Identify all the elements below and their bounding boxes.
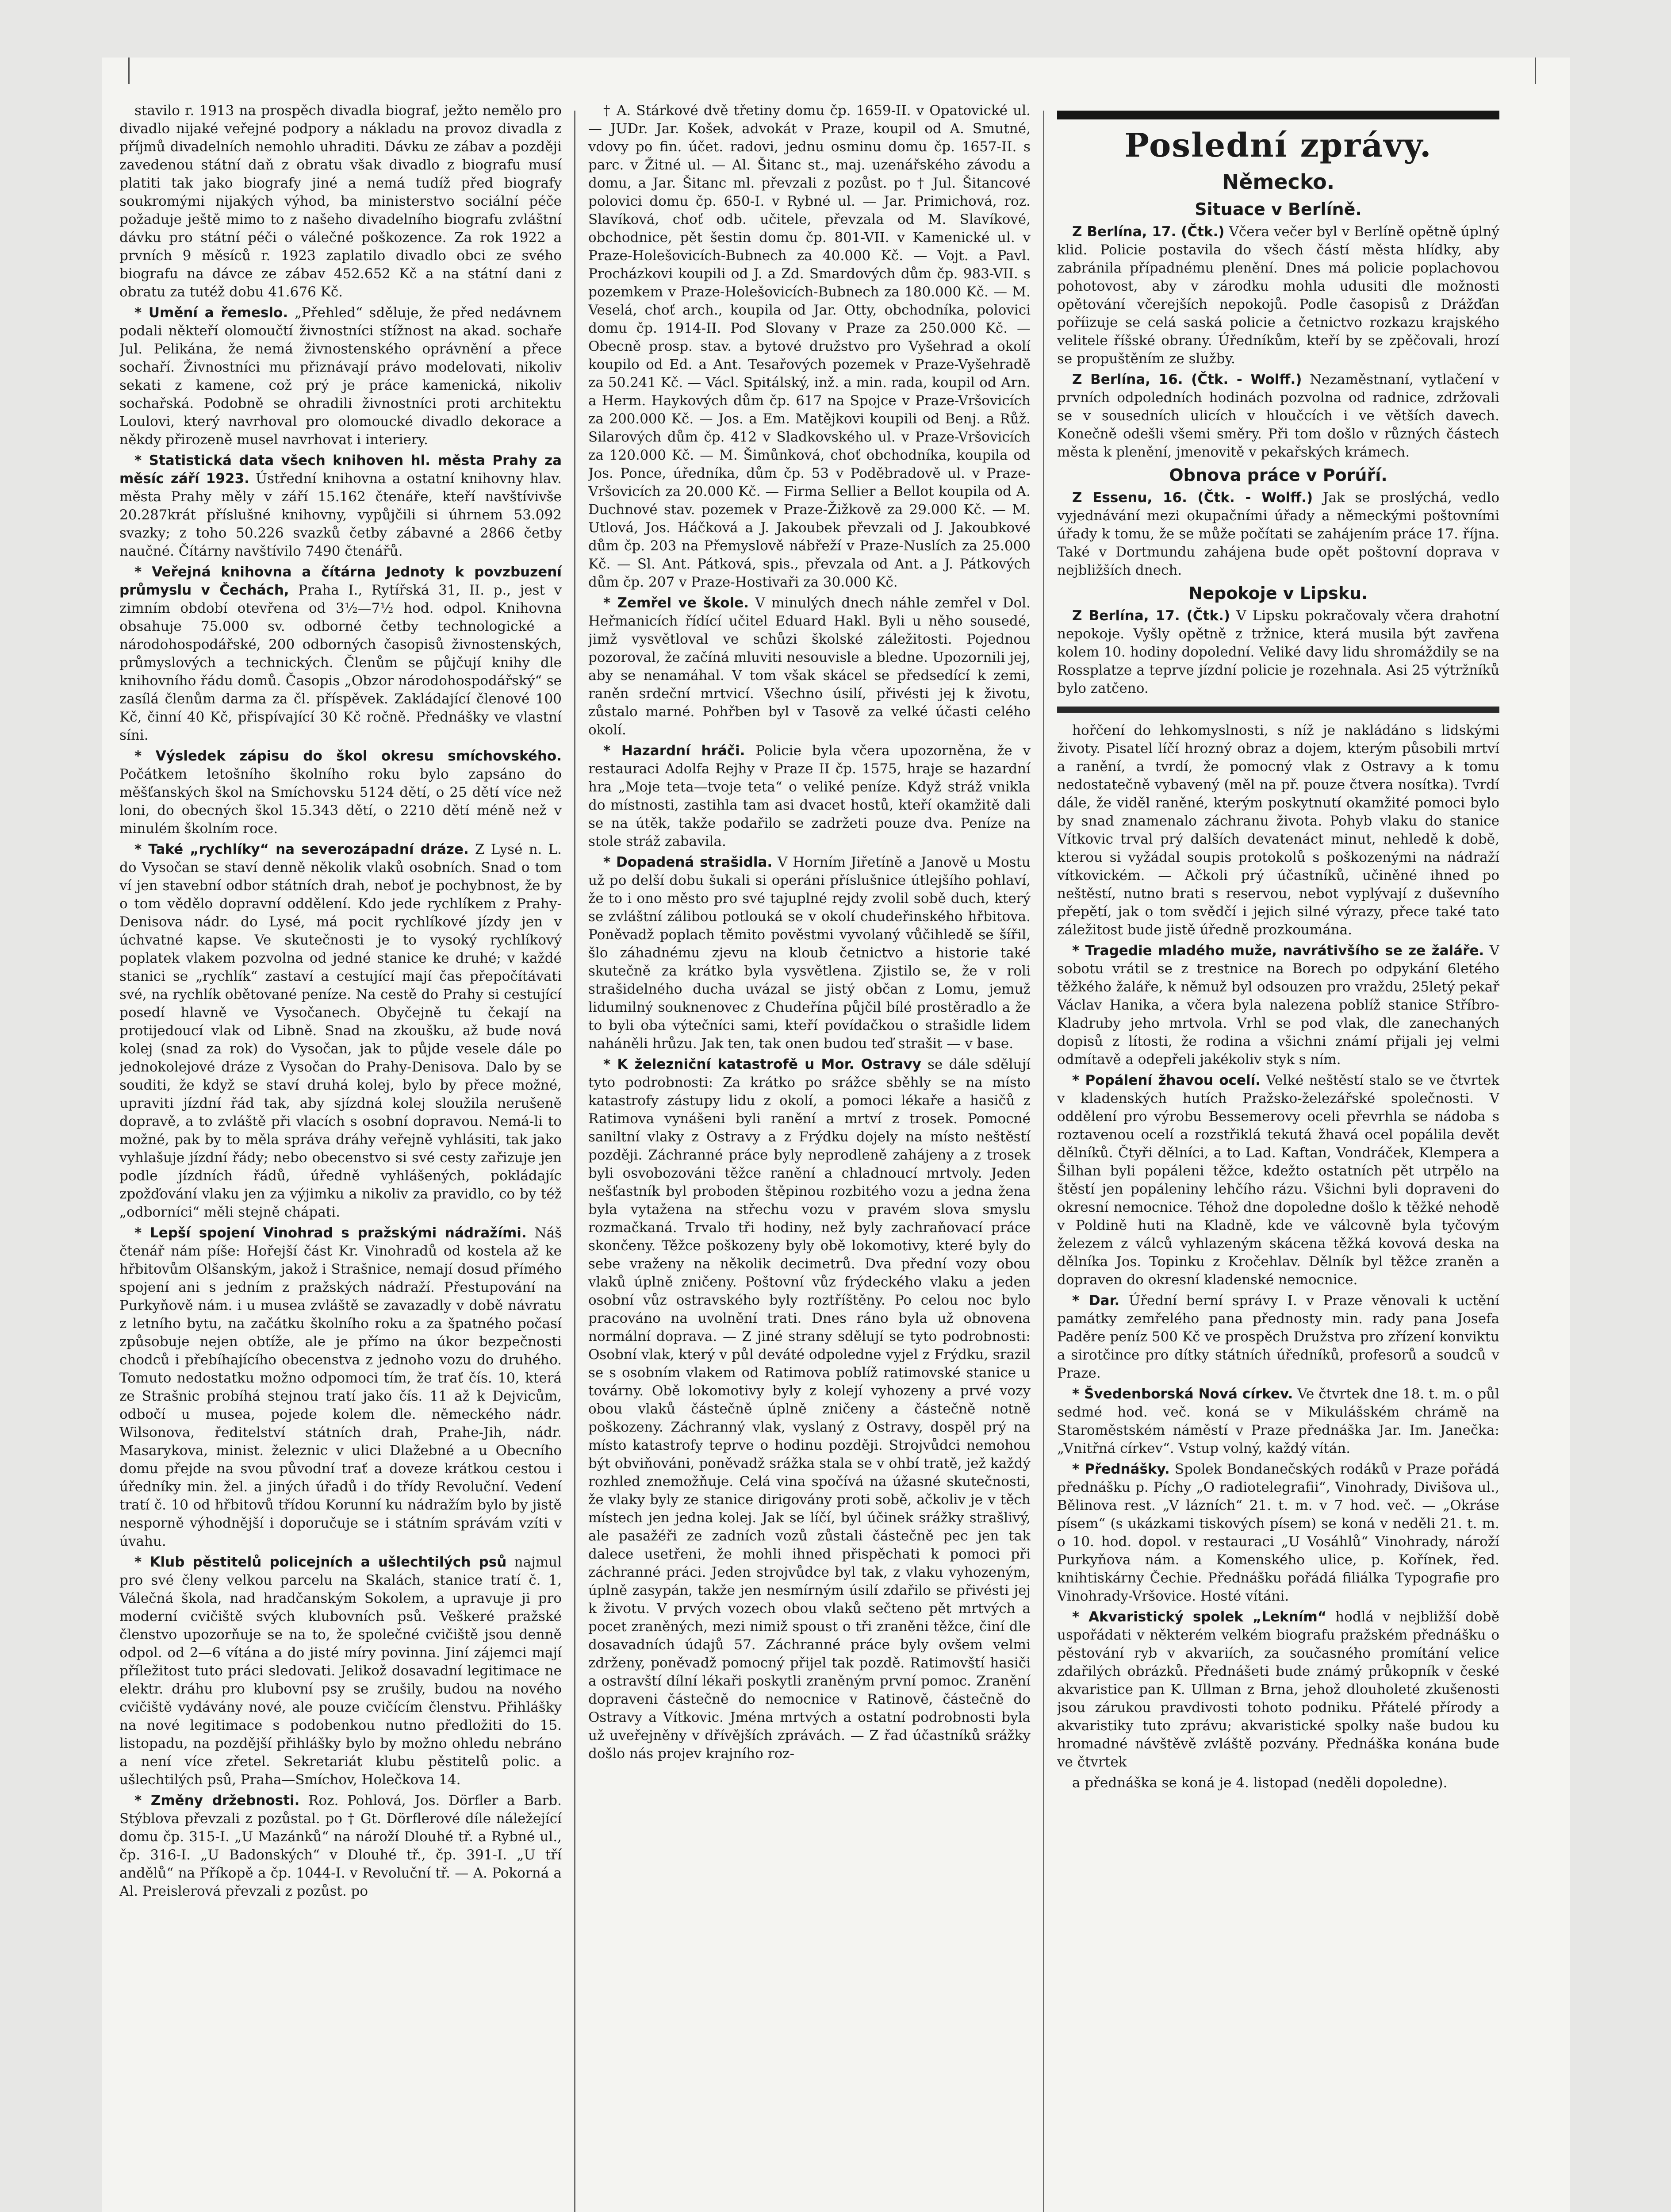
news-paragraph [119, 563, 562, 745]
news-paragraph [1057, 942, 1499, 1069]
page-edge-mark [128, 58, 130, 84]
paragraph-lead: * Přednášky. [1072, 1461, 1170, 1477]
berlin-reports [1057, 223, 1499, 461]
news-paragraph [119, 1553, 562, 1789]
ruhr-reports [1057, 489, 1499, 580]
news-paragraph [588, 102, 1031, 591]
column-3 [1057, 102, 1499, 2212]
paragraph-text: Roz. Pohlová, Jos. Dörfler a Barb. Stýblova převzali z pozůstal. po † Gt. Dörflerové díle náležející domu čp. 315-I. „U Mazánků“ na nároží Dlouhé tř. a Rybné ul., čp. 316-I. „U Badonských“ v Dlouhé tř., čp. 391-I. „U tří andělů“ na Příkopě a čp. 1044-I. v Revoluční tř. — A. Pokorná a Al. Preislerová převzali z pozůst. po [119, 1793, 562, 1899]
paragraph-text: Jak se proslýchá, vedlo vyjednávání mezi okupačními úřady a německými poštovními úřady k tomu, že se může počítati se zahájením práce 17. října. Také v Dortmundu zahájena bude opět poštovní doprava v nejbližších dnech. [1057, 490, 1499, 578]
paragraph-text: V minulých dnech náhle zemřel v Dol. Heřmanicích řídící učitel Eduard Hakl. Byli u něho sousedé, jimž vysvětloval ve schůzi školské záležitosti. Pojednou pozoroval, že začíná mluviti nesouvisle a bledne. Upozornili jej, aby se nenamáhal. V tom však skácel se předsedící k zemi, raněn srdeční mrtvicí. Všechno úsilí, přivésti jej k životu, zůstalo marné. Pohřben byl v Tasově za velké účasti celého okolí. [588, 595, 1031, 738]
paragraph-lead: Z Essenu, 16. (Čtk. - Wolff.) [1072, 490, 1313, 506]
paragraph-text: Počátkem letošního školního roku bylo zapsáno do měšťanských škol na Smíchovsku 5124 dětí, o 25 dětí více než loni, do obecných škol 15.343 dětí, o 2210 dětí méně než v minulém školním roce. [119, 766, 562, 837]
paragraph-lead: * Umění a řemeslo. [134, 305, 288, 321]
latest-news-masthead: Poslední zprávy. [1124, 127, 1432, 165]
subheading-leipzig: Nepokoje v Lipsku. [1188, 584, 1368, 603]
paragraph-lead: Z Berlína, 16. (Čtk. - Wolff.) [1072, 372, 1302, 388]
paragraph-lead: * Také „rychlíky“ na severozápadní dráze. [134, 841, 469, 857]
paragraph-lead: Z Berlína, 17. (Čtk.) [1072, 608, 1230, 624]
news-paragraph [1057, 1460, 1499, 1605]
paragraph-text: Z Lysé n. L. do Vysočan se staví denně několik vlaků osobních. Snad o tom ví jen stavební odbor státních drah, neboť je pochybnost, že by o tom vědělo dopravní oddělení. Kdo jede rychlíkem z Prahy-Denisova nádr. do Lysé, má pocit rychlíkové jízdy jen v úchvatné kapse. Ve skutečnosti je to vysoký rychlíkový poplatek vlakem pozvolna od jedné stanice ke druhé; v každé stanici se „rychlík“ zastaví a cestující mají čas přepočítávati své, na rychlík obětované peníze. Na cestě do Prahy si cestující posedí hlavně ve Vysočanech. Obyčejně tu čekají na protijedoucí vlak od Libně. Snad na zkoušku, až bude nová kolej (snad za rok) do Vysočan, jak to půjde vesele dále po jednokolejové dráze z Vysočan do Prahy-Denisova. Dalo by se souditi, že když se staví druhá kolej, bylo by přece možné, upraviti jízdní řád tak, aby sjízdná kolej sloužila nerušeně dopravě, a to zvláště při vlacích s osobní dopravou. Nemá-li to možné, pak by to měla správa dráhy veřejně vyhlásiti, tak jako vyhlašuje jízdní řády; nebo obecenstvo si své cesty zařizuje jen podle jízdních řádů, úředně vyhlášených, pokládajíc zpožďování vlaku jen za výjimku a nikoliv za pravidlo, co by též „odborníci“ měli stejně chápati. [119, 841, 562, 1220]
paragraph-text: V Lipsku pokračovaly včera drahotní nepokoje. Vyšly opětně z tržnice, která musila být zavřena kolem 10. hodiny dopolední. Veliké davy lidu shromáždily se na Rossplatze a teprve jízdní policie je rozehnala. Asi 25 výtržníků bylo zatčeno. [1057, 608, 1499, 696]
subheading-berlin: Situace v Berlíně. [1195, 200, 1362, 219]
paragraph-text: hořčení do lehkomyslnosti, s níž je nakládáno s lidskými životy. Pisatel líčí hrozný obraz a dojem, kterým působili mrtví a ranění, a tvrdí, že pomocný vlak z Ostravy a k tomu nedostatečně vybavený (měl na př. pouze čtvera nosítka). Tvrdí dále, že viděl raněné, kterým poskytnutí okamžité pomoci bylo by snad znamenalo záchranu života. Pohyb vlaku do stanice Vítkovic trval prý dalších devatenáct minut, nehledě k době, kterou si vyžádal soupis protokolů s poškozenými na nádraží vítkovickém. — Ačkoli prý účastníků, učiněné ihned po neštěstí, nutno brati s reservou, nebot vyplývají z duševního přepětí, jak o tom svědčí i jejich silné výrazy, přece také tato záležitost bude jistě úředně prozkoumána. [1057, 722, 1499, 938]
news-continuation [1057, 722, 1499, 1792]
paragraph-lead: * K železniční katastrofě u Mor. Ostravy [603, 1056, 921, 1072]
paragraph-text: „Přehled“ sděluje, že před nedávnem podali někteří olomoučtí živnostníci stížnost na akad. sochaře Jul. Pelikána, že nemá živnostenského oprávnění a přece sochaří. Živnostníci mu přiznávají právo modelovati, nikoliv sekati z kamene, což prý je práce kamenická, nikoliv sochařská. Podobně se ohradili živnostníci proti architektu Loulovi, který navrhoval pro olomoucké divadlo dekorace a někdy přirozeně musel navrhovat i interiery. [119, 305, 562, 448]
news-paragraph [1057, 223, 1499, 368]
paragraph-lead: * Dar. [1072, 1293, 1120, 1309]
news-paragraph [119, 452, 562, 561]
news-paragraph [1057, 607, 1499, 698]
paragraph-lead: * Akvaristický spolek „Lekním“ [1072, 1609, 1327, 1625]
news-paragraph [1057, 371, 1499, 461]
news-paragraph [119, 1792, 562, 1901]
newspaper-page [102, 58, 1570, 2212]
paragraph-lead: * Popálení žhavou ocelí. [1072, 1072, 1261, 1088]
paragraph-lead: * Švedenborská Nová církev. [1072, 1386, 1293, 1402]
paragraph-lead: * Lepší spojení Vinohrad s pražskými nádražími. [134, 1225, 527, 1241]
masthead-rule [1057, 111, 1499, 119]
paragraph-lead: * Dopadená strašidla. [603, 854, 773, 870]
paragraph-text: Ve čtvrtek dne 18. t. m. o půl sedmé hod. več. koná se v Mikulášském chrámě na Staroměstském náměstí v Praze přednáška Jar. Im. Janečka: „Vnitřná církev“. Vstup volný, každý vítán. [1057, 1386, 1499, 1456]
news-paragraph [1057, 489, 1499, 580]
paragraph-text: Náš čtenář nám píše: Hořejší část Kr. Vinohradů od kostela až ke hřbitovům Olšanským, jakož i Strašnice, nemají dosud přímého spojení ani s jedním z pražských nádraží. Přestupování na Purkyňově nám. i u musea zvláště se zavazadly v době návratu z letního bytu, na začátku školního roku a za špatného počasí způsobuje nejen obtíže, ale je přímo na úkor bezpečnosti chodců i přebíhajícího obecenstva z jednoho vozu do druhého. Tomuto nedostatku možno odpomoci tím, že trať čís. 10, která ze Strašnic probíhá stejnou tratí jako čís. 11 až k Dejvicům, odbočí u musea, pojede kolem dle. německého nádr. Wilsonova, ředitelství státních drah, Prahe-Jih, nádr. Masarykova, minist. železnic v ulici Dlažebné a u Obecního domu přejde na svou původní trať a doveze krátkou cestou i úředníky min. žel. a jiných úřadů i do třídy Revoluční. Vedení tratí č. 10 od hřbitovů třídou Korunní ku nádražím bylo by jistě nesporně výhodnější i doporučuje se i státním správám vzíti v úvahu. [119, 1225, 562, 1549]
news-paragraph [588, 1056, 1031, 1763]
paragraph-lead: * Výsledek zápisu do škol okresu smíchovského. [134, 748, 562, 764]
paragraph-lead: * Zemřel ve škole. [603, 595, 749, 611]
paragraph-lead: * Hazardní hráči. [603, 743, 745, 759]
news-paragraph [1057, 722, 1499, 939]
section-heading-germany: Německo. [1222, 170, 1335, 194]
paragraph-text: † A. Stárkové dvě třetiny domu čp. 1659-II. v Opatovické ul. — JUDr. Jar. Košek, advokát v Praze, koupil od A. Smutné, vdovy po fin. účet. radovi, jednu osminu domu čp. 1657-II. s parc. v Žitné ul. — Al. Šitanc st., maj. uzenářského závodu a domu, a Jar. Šitanc ml. převzali z pozůst. po † Jul. Šitancové polovici domu čp. 650-I. v Rybné ul. — Jar. Primichová, roz. Slavíková, choť odb. učitele, převzala od M. Slavíkové, obchodnice, pět šestin domu čp. 801-VII. v Kamenické ul. v Praze-Holešovicích-Bubnech za 40.000 Kč. — Vojt. a Pavl. Procházkovi koupili od J. a Zd. Smardových dům čp. 983-VII. s pozemkem v Praze-Holešovicích-Bubnech za 180.000 Kč. — M. Veselá, choť arch., koupila od Jar. Otty, obchodníka, polovici domu čp. 1914-II. Pod Slovany v Praze za 250.000 Kč. — Obecně prosp. stav. a bytové družstvo pro Vyšehrad a okolí koupilo od Ed. a Ant. Tesařových pozemek v Praze-Vyšehradě za 50.241 Kč. — Václ. Spitálský, inž. a min. rada, koupil od Arn. a Herm. Haykových dům čp. 617 na Spojce v Praze-Vršovicích za 200.000 Kč. — Jos. a Em. Matějkovi koupili od Benj. a Růž. Silarových dům čp. 412 v Sladkovského ul. v Praze-Vršovicích za 120.000 Kč. — M. Šimůnková, choť obchodníka, koupila od Jos. Ponce, úředníka, dům čp. 53 v Poděbradově ul. v Praze-Vršovicích za 20.000 Kč. — Firma Sellier a Bellot koupila od A. Duchnové stav. pozemek v Praze-Žižkově za 29.000 Kč. — M. Utlová, Jos. Háčková a J. Jakoubek převzali od J. Jakoubkové dům čp. 203 na Přemyslově nábřeží v Praze-Nuslích za 25.000 Kč. — Sl. Ant. Pátková, spis., převzala od Ant. a J. Pátkových dům čp. 207 v Praze-Hostivaři za 30.000 Kč. [588, 103, 1031, 590]
paragraph-lead: * Klub pěstitelů policejních a ušlechtilých psů [134, 1554, 507, 1570]
column-divider [574, 111, 575, 2212]
subheading-ruhr: Obnova práce v Porúří. [1169, 465, 1387, 485]
news-paragraph [119, 841, 562, 1221]
paragraph-lead: * Tragedie mladého muže, navrátivšího se ze žaláře. [1072, 943, 1484, 959]
paragraph-lead: * Veřejná knihovna a čítárna Jednoty k povzbuzení průmyslu v Čechách, [119, 564, 562, 598]
news-paragraph [588, 853, 1031, 1053]
news-paragraph [1057, 1385, 1499, 1458]
paragraph-text: V sobotu vrátil se z trestnice na Borech po odpykání 6letého těžkého žaláře, k němuž byl odsouzen pro vraždu, 25letý pekař Václav Hanika, a včera byla nalezena poblíž stanice Stříbro-Kladruby jeho mrtvola. Vrhl se pod vlak, dle zanechaných dopisů z lítosti, že rodina a všichni známí přijali jej velmi odmítavě a odepřeli jakékoliv styk s ním. [1057, 943, 1499, 1068]
paragraph-text: se dále sdělují tyto podrobnosti: Za krátko po srážce sběhly se na místo katastrofy zástupy lidu z okolí, a pomoci lékaře a hasičů z Ratimova vynášeni byli ranění a mrtví z trosek. Pomocné saniltní vlaky z Ostravy a z Frýdku dojely na místo neštěstí později. Záchranné práce byly neprodleně zahájeny a z trosek byli osvobozováni těžce ranění a chladnoucí mrtvoly. Jeden nešťastník byl proboden štěpinou rozbitého vozu a jedna žena byla vytažena na střechu vozu v pravém slova smyslu rozmačkaná. Trvalo tři hodiny, než byly zachraňovací práce skončeny. Těžce poškozeny byly obě lokomotivy, které byly do sebe vraženy na několik decimetrů. Dva přední vozy obou vlaků úplně zničeny. Poštovní vůz frýdeckého vlaku a jeden osobní vůz ostravského byly roztříštěny. Po celou noc bylo pracováno na uvolnění trati. Dnes ráno byla už obnovena normální doprava. — Z jiné strany sdělují se tyto podrobnosti: Osobní vlak, který v půl deváté odpoledne vyjel z Frýdku, srazil se s osobním vlakem od Ratimova poblíž ratimovské stanice u továrny. Obě lokomotivy byly z kolejí vyhozeny a prvé vozy obou vlaků částečně úplně zničeny a částečně notně poškozeny. Záchranný vlak, vyslaný z Ostravy, dospěl prý na místo katastrofy teprve o hodinu později. Strojvůdci nemohou být obviňováni, poněvadž srážka stala se v ohbí tratě, jež každý rozhled znemožňuje. Celá vina spočívá na úžasné skutečnosti, že vlaky byly ze stanice dirigovány proti sobě, ačkoliv je v těch místech jen jedna kolej. Jak se líčí, byl účinek srážky strašlivý, ale pasažéři ze zadních vozů zůstali částečně pec jen tak dalece usetřeni, že mohli ihned přispěchati k pomoci při záchranné práci. Jeden strojvůdce byl tak, z vlaku vyhozeným, úplně zasypán, takže jen nesmírným úsilí zdařilo se přivésti jej k životu. V prvých vozech obou vlaků sečteno pět mrtvých a pocet zraněných, mezi nimiž spoust o tři zraněni těžce, činí dle dosavadních údajů 57. Záchranné práce byly ovšem velmi zdrženy, poněvadž pomocný přijel tak pozdě. Ratimovští hasiči a ostravští dílní lékaři poskytli zraněným první pomoc. Zranění dopraveni částečně do nemocnice v Ratinově, částečně do Ostravy a Vítkovic. Jména mrtvých a ostatní podrobnosti byla už uveřejněny v dřívějších zprávách. — Z řad účastníků srážky došlo nás projev krajního roz- [588, 1056, 1031, 1762]
news-paragraph [119, 102, 562, 301]
page-edge-mark [1535, 58, 1536, 84]
paragraph-text: Ústřední knihovna a ostatní knihovny hlav. města Prahy měly v září 15.162 čtenáře, kteří navštívivše 20.287krát příslušné knihovny, vypůjčili si úhrnem 53.092 svazky; z toho 50.226 svazků četby zábavné a 2866 četby naučné. Čítárny navštívilo 7490 čtenářů. [119, 471, 562, 559]
news-paragraph [1057, 1292, 1499, 1382]
paragraph-lead: Z Berlína, 17. (Čtk.) [1072, 224, 1225, 240]
paragraph-text: Úřední berní správy I. v Praze věnovali k uctění památky zemřelého pana přednosty min. rady pana Josefa Paděre peníz 500 Kč ve prospěch Družstva pro zřízení konviktu a sirotčince pro dítky státních úředníků, profesorů a soudců v Praze. [1057, 1293, 1499, 1381]
news-paragraph [1057, 1774, 1499, 1792]
section-separator [1057, 707, 1499, 713]
paragraph-text: najmul pro své členy velkou parcelu na Skalách, stanice tratí č. 1, Válečná škola, nad hradčanským Sokolem, a upravuje ji pro moderní cvičiště svých klubovních psů. Veškeré pražské členstvo upozorňuje se na to, že společné cvičiště jsou denně odpol. od 2—6 vítána a do jisté míry povinna. Jiní zájemci mají příležitost tuto práci sledovati. Jelikož dosavadní legitimace ne elektr. dráhu pro klubovní psy se zrušily, budou na nového cvičiště vydávány nové, ale pouze cvičícím členstvu. Přihlášky na nové legitimace s podobenkou nutno předložiti do 15. listopadu, na pozdější přihlášky bylo by možno ohledu nebráno a není více zřetel. Sekretariát klubu pěstitelů polic. a ušlechtilých psů, Praha—Smíchov, Holečkova 14. [119, 1554, 562, 1788]
paragraph-text: stavilo r. 1913 na prospěch divadla biograf, ježto nemělo pro divadlo nijaké veřejné podpory a nákladu na provoz divadla z příjmů divadelních nemohlo uhraditi. Dávku ze zábav a později zavedenou státní daň z obratu však divadlo z biografu musí platiti tak jako biografy jiné a nemá tudíž před biografy soukromými nijakých výhod, ba ministerstvo sociální péče požaduje ještě mimo to z našeho divadelního biografu zvláštní dávku pro státní péči o válečné poškozence. Za rok 1922 a prvních 9 měsíců r. 1923 zaplatilo divadlo obci ze svého biografu na dávce ze zábav 452.652 Kč a na státní dani z obratu za tutéž dobu 41.676 Kč. [119, 103, 562, 300]
column-divider [1043, 111, 1044, 2212]
paragraph-text: V Horním Jiřetíně a Janově u Mostu už po delší dobu šukali si operáni příslušnice útlejšího pohlaví, že to i ono město pro své tajuplné rejdy zvolil sobě duch, který se zvláštní zálibou potlouká se v okolí chudeřinského hřbitova. Poněvadž poplach těmito pověstmi vyvolaný vůčihledě se šířil, šlo záhadnému zjevu na kloub četnictvo a historie také skutečně za krátko byla vysvětlena. Zjistilo se, že v roli strašidelného ducha uvázal se jistý občan z Lomu, jemuž lidumilný souknenovec z Chudeřína půjčil bílé prostěradlo a že to byli oba výtečníci sami, kteří povídačkou o strašidle lidem naháněli hrůzu. Jak ten, tak onen budou teď strašit — v base. [588, 854, 1031, 1052]
paragraph-lead: * Statistická data všech knihoven hl. města Prahy za měsíc září 1923. [119, 453, 562, 487]
column-2 [588, 102, 1031, 2212]
news-paragraph [119, 747, 562, 838]
paragraph-text: Včera večer byl v Berlíně opětně úplný klid. Policie postavila do všech částí města hlídky, aby zabránila případnému plenění. Dnes má policie poplachovou pohotovost, aby v zárodku mohla udusiti dle možnosti opětování včerejších nepokojů. Podle časopisů z Drážďan poříizuje se celá saská policie a četnictvo rozkazu krajského velitele říšské obrany. Úředníkům, kteří by se zpěčovali, hrozí se propuštěním ze služby. [1057, 224, 1499, 367]
paragraph-text: a přednáška se koná je 4. listopad (neděli dopoledne). [1072, 1775, 1448, 1791]
paragraph-text: hodlá v nejbližší době uspořádati v některém velkém biografu pražském přednášku o pěstování ryb v akvariích, za současného promítání velice zdařilých obrázků. Přednášeti bude známý průkopník v české akvaristice pan K. Ullman z Brna, jehož dlouholeté zkušenosti jsou zárukou pravdivosti tohoto podniku. Přátelé přírody a akvaristiky tuto zprávu; akvaristické spolky naše budou ku hromadné návštěvě zvláště pozvány. Přednáška konána bude ve čtvrtek [1057, 1609, 1499, 1770]
paragraph-text: Spolek Bondanečských rodáků v Praze pořádá přednášku p. Píchy „O radiotelegrafii“, Vinohrady, Divišova ul., Bělinova rest. „V lázních“ 21. t. m. v 7 hod. več. — „Okráse písem“ (s ukázkami tiskových písem) se koná v neděli 21. t. m. o 10. hod. dopol. v restauraci „U Vosáhlů“ Vinohrady, nároží Purkyňova nám. a Komenského ulice, p. Kořínek, řed. knihtiskárny Čechie. Přednášku pořádá filiálka Typografie pro Vinohrady-Vršovice. Hosté vítáni. [1057, 1461, 1499, 1604]
paragraph-text: Nezaměstnaní, vytlačení v prvních odpoledních hodinách pozvolna od radnice, zdržovali se v sousedních ulicích v hloučcích i ve větších davech. Konečně odešli všemi směry. Při tom došlo v různých částech města k plenění, jmenovitě v pekařských krámech. [1057, 372, 1499, 460]
news-paragraph [1057, 1071, 1499, 1289]
news-paragraph [1057, 1608, 1499, 1771]
paragraph-text: Policie byla včera upozorněna, že v restauraci Adolfa Rejhy v Praze II čp. 1575, hraje se hazardní hra „Moje teta—tvoje teta“ o veliké peníze. Když stráž vnikla do místnosti, zastihla tam asi dvacet hostů, kteří okamžitě dali se na útěk, takže podařilo se zadržeti pouze dva. Peníze na stole stráž zabavila. [588, 743, 1031, 849]
news-paragraph [588, 594, 1031, 739]
column-1 [119, 102, 562, 2212]
news-paragraph [119, 1224, 562, 1551]
leipzig-reports [1057, 607, 1499, 698]
paragraph-lead: * Změny držebnosti. [134, 1793, 300, 1809]
news-paragraph [588, 742, 1031, 851]
paragraph-text: Velké neštěstí stalo se ve čtvrtek v kladenských hutích Pražsko-železářské společnosti. V oddělení pro výrobu Bessemerovy oceli převrhla se nádoba s roztavenou ocelí a rozstřiklá tekutá žhavá ocel popálila devět dělníků. Čtyři dělníci, a to Lad. Kaftan, Vondráček, Klempera a Šilhan byli popáleni těžce, kdežto ostatních pět utrpělo na štěstí jen popáleniny lehčího rázu. Všichni byli dopraveni do okresní nemocnice. Téhož dne dopoledne došlo k těžké nehodě v Poldině huti na Kladně, kde ve válcovně byla tyčovým železem z válců vyhlazeným skácena těžká kovová deska na dělníka Jos. Topinku z Kročehlav. Dělník byl těžce zraněn a dopraven do okresní kladenské nemocnice. [1057, 1072, 1499, 1288]
news-paragraph [119, 304, 562, 449]
paragraph-text: Praha I., Rytířská 31, II. p., jest v zimním období otevřena od 3½—7½ hod. odpol. Knihovna obsahuje 75.000 sv. odborné četby technologické a národohospodářské, 200 odborných časopisů živnostenských, průmyslových a technických. Členům se půjčují knihy dle knihovního řádu domů. Časopis „Obzor národohospodářský“ se zasílá členům darma za čl. příspěvek. Zakládající členové 100 Kč, činní 40 Kč, přispívající 30 Kč ročně. Přednášky ve vlastní síni. [119, 582, 562, 743]
